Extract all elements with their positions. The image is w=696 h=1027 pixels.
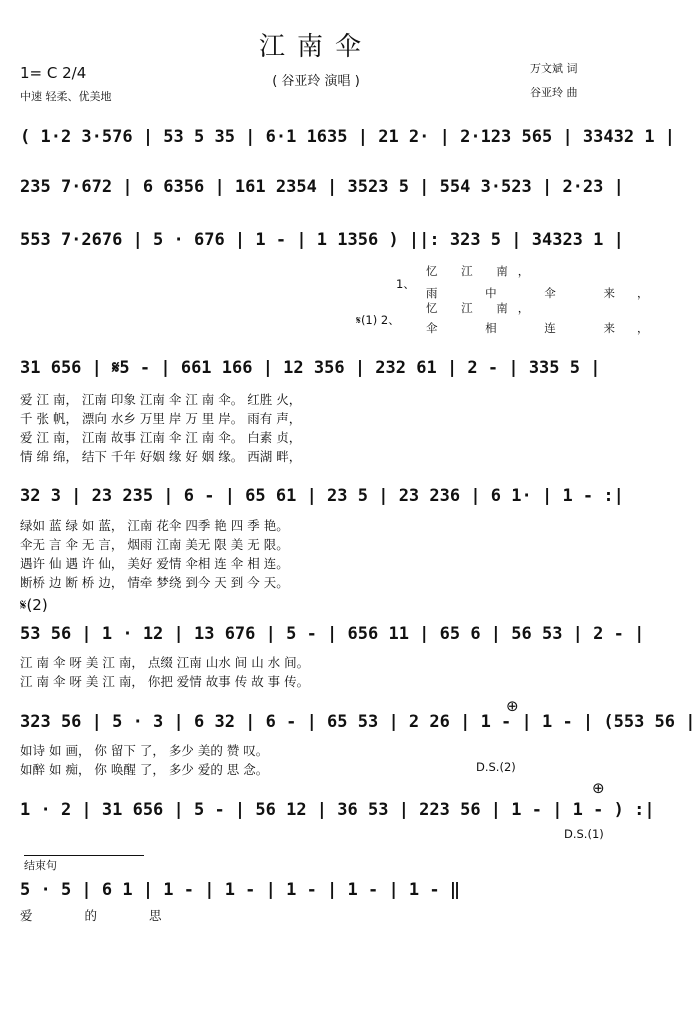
- score-line-5: 32 3 | 23 235 | 6 - | 65 61 | 23 5 | 23 236 | 6 1· | 1 - :|: [20, 486, 624, 506]
- ds-1-mark: D.S.(1): [564, 827, 604, 841]
- lyric-4-3: 爱 江 南， 江南 故事 江南 伞 江 南 伞。 白素 贞，: [20, 430, 302, 445]
- lyric-4-2: 千 张 帆， 漂向 水乡 万里 岸 万 里 岸。 雨有 声，: [20, 411, 302, 426]
- score-line-2: 235 7·672 | 6 6356 | 161 2354 | 3523 5 | 554 3·523 | 2·23 |: [20, 177, 624, 197]
- lyric-6-1: 江 南 伞 呀 美 江 南， 点缀 江南 山水 间 山 水 间。: [20, 655, 310, 670]
- score-line-6: 53 56 | 1 · 12 | 13 676 | 5 - | 656 11 | 65 6 | 56 53 | 2 - |: [20, 624, 645, 644]
- lyric-4-4: 情 绵 绵， 结下 千年 好姻 缘 好 姻 缘。 西湖 畔，: [20, 449, 302, 464]
- score-line-7: 323 56 | 5 · 3 | 6 32 | 6 - | 65 53 | 2 26 | 1 - | 1 - | (553 56 |: [20, 712, 696, 732]
- score-line-3: 553 7·2676 | 5 · 676 | 1 - | 1 1356 ) ||: 323 5 | 34323 1 |: [20, 230, 624, 250]
- lyric-7-2: 如醉 如 痴， 你 唤醒 了， 多少 爱的 思 念。: [20, 762, 269, 777]
- verse1-label: 1、: [396, 277, 415, 291]
- lyric-6-2: 江 南 伞 呀 美 江 南， 你把 爱情 故事 传 故 事 传。: [20, 674, 310, 689]
- verse2-lyric-b: 伞 相 连 来，: [426, 321, 671, 335]
- composer-credit: 谷亚玲 曲: [530, 86, 578, 99]
- song-title: 江南伞: [258, 32, 373, 62]
- verse2-label: 𝄋(1) 2、: [356, 313, 400, 327]
- score-line-1: ( 1·2 3·576 | 53 5 35 | 6·1 1635 | 21 2· | 2·123 565 | 33432 1 |: [20, 127, 676, 147]
- score-line-4: 31 656 | 𝄋5 - | 661 166 | 12 356 | 232 61 | 2 - | 335 5 |: [20, 358, 601, 378]
- lyric-5-4: 断桥 边 断 桥 边， 情牵 梦绕 到今 天 到 今 天。: [20, 575, 289, 590]
- coda-mark-2: ⊕: [592, 779, 605, 797]
- segno-2-mark: 𝄋(2): [20, 596, 48, 614]
- lyric-5-2: 伞无 言 伞 无 言， 烟雨 江南 美无 限 美 无 限。: [20, 537, 289, 552]
- coda-mark-1: ⊕: [506, 697, 519, 715]
- key-signature: 1= C 2/4: [20, 64, 87, 82]
- lyric-5-1: 绿如 蓝 绿 如 蓝， 江南 花伞 四季 艳 四 季 艳。: [20, 518, 289, 533]
- verse1-lyric-a: 忆 江 南，: [426, 264, 540, 278]
- lyric-7-1: 如诗 如 画， 你 留下 了， 多少 美的 赞 叹。: [20, 743, 269, 758]
- lyricist-credit: 万文斌 词: [530, 62, 578, 75]
- lyric-5-3: 遇许 仙 遇 许 仙， 美好 爱情 伞相 连 伞 相 连。: [20, 556, 289, 571]
- lyric-9: 爱 的 思: [20, 908, 186, 923]
- verse2-lyric-a: 忆 江 南，: [426, 301, 540, 315]
- score-line-9: 5 · 5 | 6 1 | 1 - | 1 - | 1 - | 1 - | 1 - ‖: [20, 880, 461, 900]
- lyric-4-1: 爱 江 南， 江南 印象 江南 伞 江 南 伞。 红胜 火，: [20, 392, 302, 407]
- singer-credit: ( 谷亚玲 演唱 ): [272, 74, 360, 89]
- ds-2-mark: D.S.(2): [476, 760, 516, 774]
- verse1-lyric-b: 雨 中 伞 来，: [426, 286, 671, 300]
- ending-label: 结束句: [24, 855, 144, 873]
- score-line-8: 1 · 2 | 31 656 | 5 - | 56 12 | 36 53 | 223 56 | 1 - | 1 - ) :|: [20, 800, 655, 820]
- tempo-marking: 中速 轻柔、优美地: [20, 90, 112, 103]
